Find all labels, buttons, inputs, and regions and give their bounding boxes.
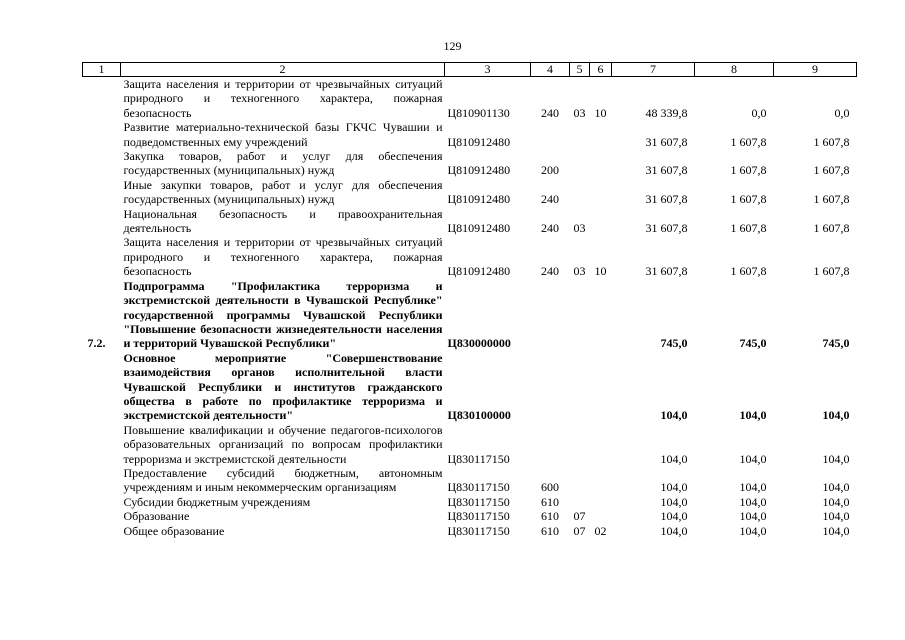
subsection [590,279,612,351]
col-header: 1 [83,63,121,77]
subsection: 10 [594,264,607,279]
target-code: Ц830117150 [447,480,510,495]
row-index [83,235,121,278]
amount-year-1: 104,0 [660,509,688,524]
amount-year-2: 1 607,8 [730,134,767,149]
row-index [83,207,121,236]
amount-year-3: 104,0 [822,523,850,538]
row-description: Развитие материально-технической базы ГКЧС Чувашии и подведомственных ему учреждений [123,120,443,149]
expense-type: 240 [541,264,559,279]
subsection [590,509,612,523]
amount-year-1: 104,0 [660,451,688,466]
target-code: Ц830000000 [447,336,511,351]
amount-year-1: 31 607,8 [645,264,688,279]
target-code: Ц810912480 [447,264,511,279]
amount-year-2: 1 607,8 [730,163,767,178]
row-index: 7.2. [87,336,106,351]
expense-type: 600 [541,480,559,495]
row-description: Образование [123,509,190,524]
amount-year-2: 104,0 [739,451,767,466]
table-row [83,178,857,207]
subsection [590,423,612,466]
row-description: Повышение квалификации и обучение педагогов-психологов образовательных организаций по вопросам профилактики терроризма и экстремистской деятельности [123,422,443,466]
section: 07 [573,509,586,524]
row-index [83,495,121,509]
target-code: Ц830117150 [447,451,510,466]
target-code: Ц810901130 [447,105,510,120]
section: 07 [573,523,586,538]
column-number-header-row [83,63,857,77]
row-description: Защита населения и территории от чрезвычайных ситуаций природного и техногенного характера, пожарная безопасность [123,235,443,279]
expense-type: 240 [541,105,559,120]
table-row [83,77,857,121]
expense-type [531,351,570,423]
row-description: Закупка товаров, работ и услуг для обеспечения государственных (муниципальных) нужд [123,149,443,178]
target-code: Ц810912480 [447,221,511,236]
target-code: Ц830100000 [447,408,511,423]
col-header: 5 [570,63,590,77]
amount-year-2: 1 607,8 [730,192,767,207]
section [570,149,590,178]
section [570,466,590,495]
amount-year-3: 104,0 [822,480,850,495]
row-index [83,120,121,149]
target-code: Ц830117150 [447,523,510,538]
table-row [83,120,857,149]
amount-year-1: 745,0 [660,336,688,351]
section [570,495,590,509]
table-row [83,495,857,509]
amount-year-2: 745,0 [739,336,767,351]
target-code: Ц830117150 [447,494,510,509]
row-description: Общее образование [123,523,225,538]
table-row [83,207,857,236]
budget-table [82,62,857,538]
amount-year-3: 1 607,8 [813,264,850,279]
amount-year-3: 104,0 [822,408,850,423]
table-row [83,423,857,466]
target-code: Ц830117150 [447,509,510,524]
col-header: 7 [612,63,695,77]
amount-year-1: 31 607,8 [645,221,688,236]
expense-type [531,279,570,351]
col-header: 3 [445,63,531,77]
amount-year-1: 104,0 [660,494,688,509]
expense-type [531,423,570,466]
row-index [83,149,121,178]
subsection [590,495,612,509]
col-header: 8 [695,63,774,77]
table-row [83,466,857,495]
amount-year-3: 1 607,8 [813,163,850,178]
subsection [590,466,612,495]
amount-year-2: 104,0 [739,480,767,495]
section [570,423,590,466]
row-index [83,466,121,495]
amount-year-3: 0,0 [834,105,850,120]
expense-type: 610 [541,523,559,538]
col-header: 9 [774,63,857,77]
amount-year-2: 1 607,8 [730,264,767,279]
expense-type: 240 [541,192,559,207]
table-row [83,351,857,423]
amount-year-2: 1 607,8 [730,221,767,236]
amount-year-1: 31 607,8 [645,134,688,149]
amount-year-1: 104,0 [660,408,688,423]
amount-year-2: 104,0 [739,509,767,524]
section [570,351,590,423]
section [570,178,590,207]
row-index [83,524,121,538]
expense-type [531,120,570,149]
amount-year-2: 0,0 [751,105,767,120]
subsection: 02 [594,523,607,538]
subsection [590,120,612,149]
amount-year-2: 104,0 [739,523,767,538]
row-index [83,77,121,121]
amount-year-1: 48 339,8 [645,105,688,120]
amount-year-3: 1 607,8 [813,134,850,149]
subsection [590,351,612,423]
expense-type: 200 [541,163,559,178]
row-description: Основное мероприятие "Совершенствование взаимодействия органов исполнительной власти Чувашской Республики и институтов гражданского общества в работе по профилактике терроризма и экстремистской деятельности" [123,350,443,423]
subsection [590,149,612,178]
col-header: 2 [121,63,445,77]
section [570,120,590,149]
subsection [590,178,612,207]
subsection [590,207,612,236]
row-description: Субсидии бюджетным учреждениям [123,494,311,509]
section [570,279,590,351]
amount-year-1: 31 607,8 [645,192,688,207]
target-code: Ц810912480 [447,192,511,207]
row-description: Предоставление субсидий бюджетным, автономным учреждениям и иным некоммерческим организациям [123,465,443,495]
row-description: Защита населения и территории от чрезвычайных ситуаций природного и техногенного характера, пожарная безопасность [123,77,443,120]
expense-type: 610 [541,494,559,509]
table-row [83,524,857,538]
col-header: 6 [590,63,612,77]
amount-year-3: 1 607,8 [813,192,850,207]
subsection: 10 [594,105,607,120]
expense-type: 610 [541,509,559,524]
section: 03 [573,221,586,236]
amount-year-3: 1 607,8 [813,221,850,236]
row-index [83,178,121,207]
target-code: Ц810912480 [447,134,511,149]
page-number: 129 [443,39,462,53]
amount-year-3: 104,0 [822,494,850,509]
amount-year-3: 104,0 [822,451,850,466]
table-row [83,279,857,351]
amount-year-2: 104,0 [739,408,767,423]
row-description: Национальная безопасность и правоохранительная деятельность [123,206,443,236]
amount-year-1: 31 607,8 [645,163,688,178]
target-code: Ц810912480 [447,163,511,178]
expense-type: 240 [541,221,559,236]
row-index [83,509,121,523]
amount-year-3: 745,0 [822,336,850,351]
table-row [83,235,857,278]
amount-year-1: 104,0 [660,523,688,538]
amount-year-3: 104,0 [822,509,850,524]
section: 03 [573,105,586,120]
table-row [83,149,857,178]
row-index [83,351,121,423]
section: 03 [573,264,586,279]
table-row [83,509,857,523]
col-header: 4 [531,63,570,77]
row-description: Иные закупки товаров, работ и услуг для обеспечения государственных (муниципальных) нужд [123,177,443,207]
row-description: Подпрограмма "Профилактика терроризма и экстремистской деятельности в Чувашской Республике" государственной программы Чувашской Республики "Повышение безопасности жизнедеятельности населения и территорий Чувашской Республики" [123,278,443,351]
amount-year-1: 104,0 [660,480,688,495]
row-index [83,423,121,466]
amount-year-2: 104,0 [739,494,767,509]
